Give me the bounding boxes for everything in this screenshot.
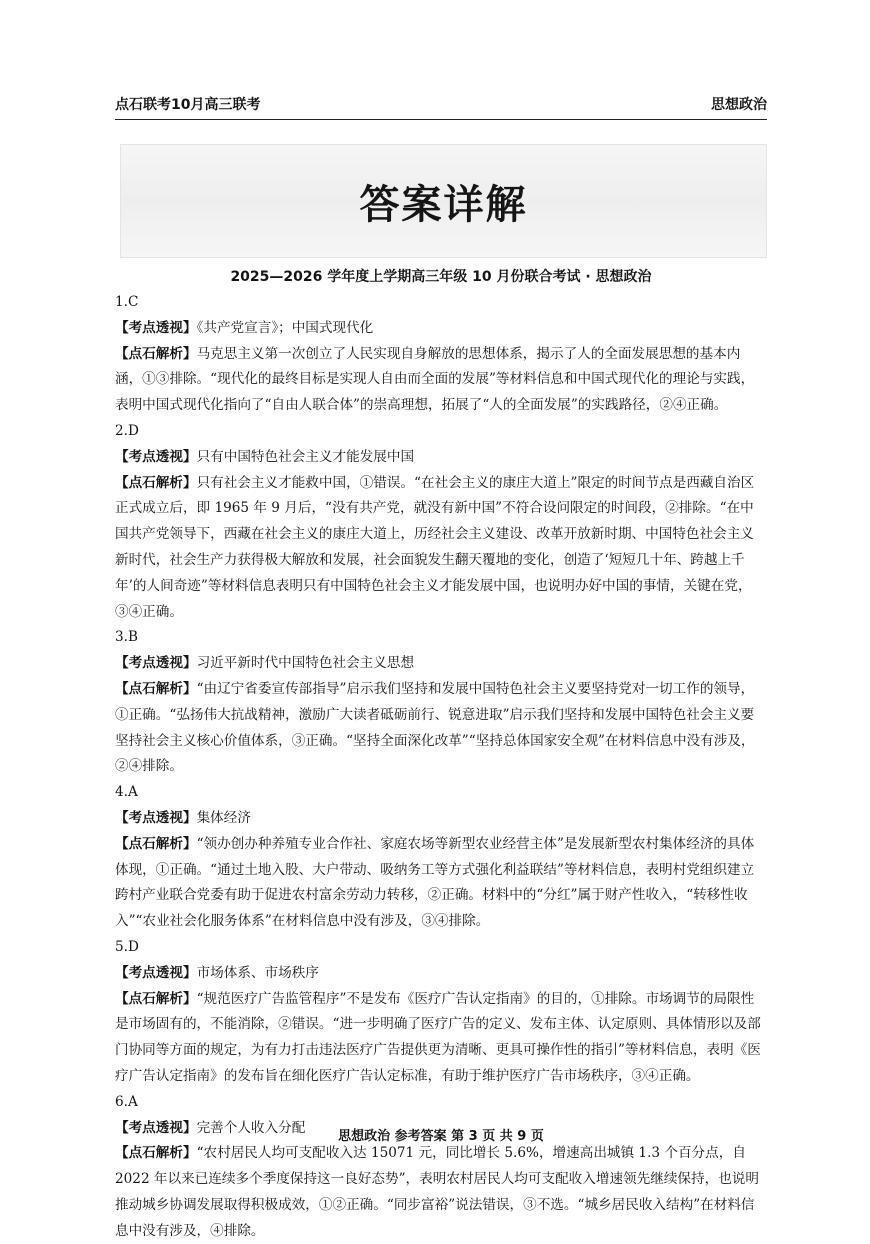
header-exam-name: 点石联考10月高三联考 [115,97,261,113]
analysis-paragraph [115,471,767,626]
exam-title: 2025—2026 学年度上学期高三年级 10 月份联合考试 · 思想政治 [230,269,652,285]
point-text: 完善个人收入分配 [196,1119,306,1136]
banner-title: 答案详解 [359,181,528,228]
point-tag: 【考点透视】 [115,809,197,826]
point-text: 只有中国特色社会主义才能发展中国 [196,448,415,465]
question-number: 2.D [115,422,139,439]
analysis-tag: 【点石解析】 [115,345,197,362]
analysis-text: “农村居民人均可支配收入达 15071 元，同比增长 5.6%，增速高出城镇 1.3 个百分点，自 2022 年以来已连续多个季度保持这一良好态势”，表明农村居民人均可支配收入增速领先继续保持，也说明推动城乡协调发展取得积极成效，①②正确。“同步富裕”说法错误，③不选。“城乡居民收入结构”在材料信息中没有涉及，④排除。 [115,1145,759,1239]
title-banner [120,144,767,258]
question-number: 6.A [115,1093,138,1110]
point-line [115,316,767,342]
question-number: 5.D [115,938,139,955]
answer-content [115,290,767,1244]
point-text: 集体经济 [196,809,251,826]
point-text: 市场体系、市场秩序 [196,964,319,981]
question-number: 4.A [115,784,138,801]
point-text: 习近平新时代中国特色社会主义思想 [196,655,415,672]
analysis-paragraph [115,987,767,1090]
analysis-tag: 【点石解析】 [115,1145,197,1162]
header-subject: 思想政治 [711,97,767,113]
point-tag: 【考点透视】 [115,319,197,336]
point-line [115,961,767,987]
analysis-text: 只有社会主义才能救中国，①错误。“在社会主义的康庄大道上”限定的时间节点是西藏自治区正式成立后，即 1965 年 9 月后，“没有共产党，就没有新中国”不符合设问限定的时间段，②排除。“在中国共产党领导下，西藏在社会主义的康庄大道上，历经社会主义建设、改革开放新时期、中国特色社会主义新时代，社会生产力获得极大解放和发展，社会面貌发生翻天覆地的变化，创造了‘短短几十年、跨越上千年’的人间奇迹”等材料信息表明只有中国特色社会主义才能发展中国，也说明办好中国的事情，关键在党，③④正确。 [115,474,755,620]
analysis-paragraph [115,832,767,935]
point-tag: 【考点透视】 [115,964,197,981]
point-text: 《共产党宣言》；中国式现代化 [196,319,374,336]
question-number: 3.B [115,629,138,646]
analysis-text: “由辽宁省委宣传部指导”启示我们坚持和发展中国特色社会主义要坚持党对一切工作的领导，①正确。“弘扬伟大抗战精神，激励广大读者砥砺前行、锐意进取”启示我们坚持和发展中国特色社会主义要坚持社会主义核心价值体系，③正确。“坚持全面深化改革”“坚持总体国家安全观”在材料信息中没有涉及，②④排除。 [115,680,755,775]
point-tag: 【考点透视】 [115,1119,197,1136]
point-line [115,445,767,471]
point-tag: 【考点透视】 [115,448,197,465]
point-line [115,651,767,677]
analysis-paragraph [115,342,767,419]
header-divider [115,119,767,120]
page-footer: 思想政治 参考答案 第 3 页 共 9 页 [338,1129,544,1144]
point-tag: 【考点透视】 [115,655,197,672]
analysis-tag: 【点石解析】 [115,474,197,491]
question-number: 1.C [115,294,139,310]
analysis-paragraph [115,677,767,780]
analysis-paragraph [115,1141,767,1244]
analysis-tag: 【点石解析】 [115,835,197,852]
page-header [115,94,767,114]
analysis-text: “规范医疗广告监管程序”不是发布《医疗广告认定指南》的目的，①排除。市场调节的局限性是市场固有的，不能消除，②错误。“进一步明确了医疗广告的定义、发布主体、认定原则、具体情形以及部门协同等方面的规定，为有力打击违法医疗广告提供更为清晰、更具可操作性的指引”等材料信息，表明《医疗广告认定指南》的发布旨在细化医疗广告认定标准，有助于维护医疗广告市场秩序，③④正确。 [115,990,761,1084]
analysis-text: “领办创办种养殖专业合作社、家庭农场等新型农业经营主体”是发展新型农村集体经济的具体体现，①正确。“通过土地入股、大户带动、吸纳务工等方式强化利益联结”等材料信息，表明村党组织建立跨村产业联合党委有助于促进农村富余劳动力转移，②正确。材料中的“分红”属于财产性收入，“转移性收入”“农业社会化服务体系”在材料信息中没有涉及，③④排除。 [115,835,755,930]
analysis-tag: 【点石解析】 [115,680,197,697]
analysis-text: 马克思主义第一次创立了人民实现自身解放的思想体系，揭示了人的全面发展思想的基本内涵，①③排除。“现代化的最终目标是实现人自由而全面的发展”等材料信息和中国式现代化的理论与实践，表明中国式现代化指向了“自由人联合体”的崇高理想，拓展了“人的全面发展”的实践路径，②④正确。 [115,345,755,414]
analysis-tag: 【点石解析】 [115,990,197,1007]
point-line [115,806,767,832]
